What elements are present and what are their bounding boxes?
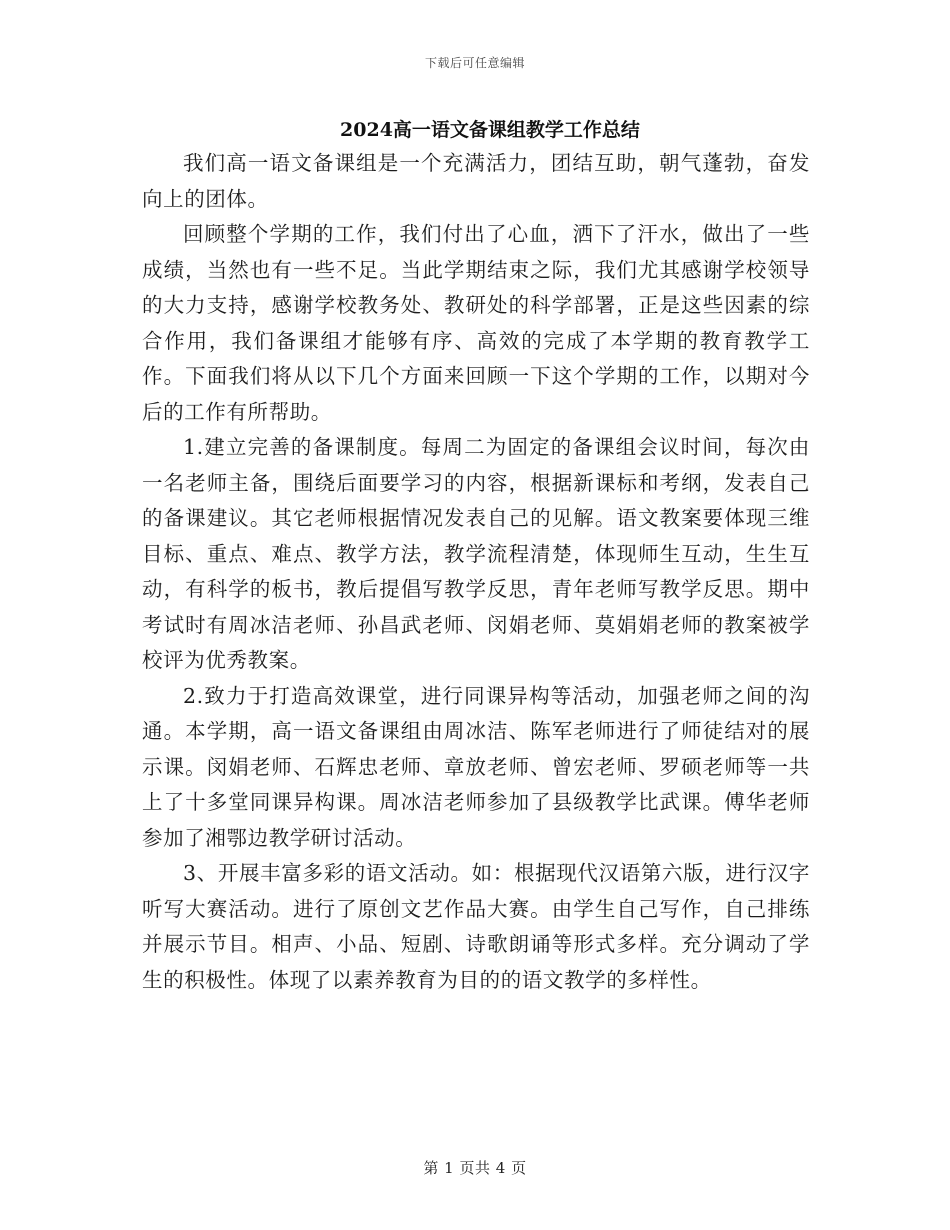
paragraph-intro: 我们高一语文备课组是一个充满活力，团结互助，朝气蓬勃，奋发向上的团体。 bbox=[142, 151, 810, 211]
paragraph-point-3: 3、开展丰富多彩的语文活动。如：根据现代汉语第六版，进行汉字听写大赛活动。进行了原创文艺作品大赛。由学生自己写作，自己排练并展示节目。相声、小品、短剧、诗歌朗诵等形式多样。充分调动了学生的积极性。体现了以素养教育为目的的语文教学的多样性。 bbox=[142, 861, 810, 992]
paragraph-review: 回顾整个学期的工作，我们付出了心血，洒下了汗水，做出了一些成绩，当然也有一些不足。当此学期结束之际，我们尤其感谢学校领导的大力支持，感谢学校教务处、教研处的科学部署，正是这些因素的综合作用，我们备课组才能够有序、高效的完成了本学期的教育教学工作。下面我们将从以下几个方面来回顾一下这个学期的工作，以期对今后的工作有所帮助。 bbox=[142, 222, 810, 424]
page-indicator: 第 1 页共 4 页 bbox=[423, 1159, 527, 1177]
document-title: 2024高一语文备课组教学工作总结 bbox=[340, 119, 640, 141]
header-note: 下载后可任意编辑 bbox=[424, 56, 525, 70]
paragraph-point-1: 1.建立完善的备课制度。每周二为固定的备课组会议时间，每次由一名老师主备，围绕后面要学习的内容，根据新课标和考纲，发表自己的备课建议。其它老师根据情况发表自己的见解。语文教案要体现三维目标、重点、难点、教学方法，教学流程清楚，体现师生互动，生生互动，有科学的板书，教后提倡写教学反思，青年老师写教学反思。期中考试时有周冰洁老师、孙昌武老师、闵娟老师、莫娟娟老师的教案被学校评为优秀教案。 bbox=[142, 435, 810, 672]
paragraph-point-2: 2.致力于打造高效课堂，进行同课异构等活动，加强老师之间的沟通。本学期，高一语文备课组由周冰洁、陈军老师进行了师徒结对的展示课。闵娟老师、石辉忠老师、章放老师、曾宏老师、罗硕老师等一共上了十多堂同课异构课。周冰洁老师参加了县级教学比武课。傅华老师参加了湘鄂边教学研讨活动。 bbox=[142, 683, 810, 850]
document-body bbox=[142, 146, 810, 998]
